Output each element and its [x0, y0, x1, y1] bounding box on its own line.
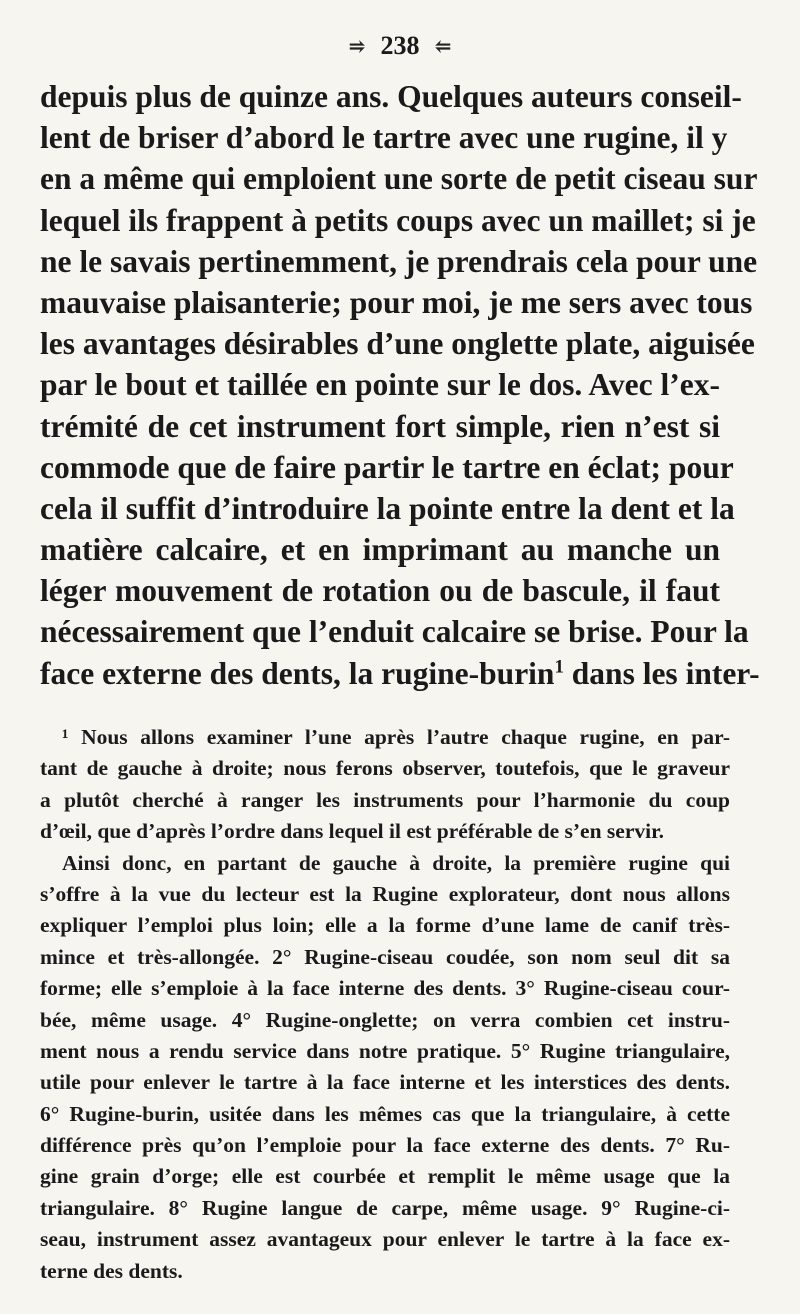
footnote-line: ¹ Nous allons examiner l’une après l’autre chaque rugine, en par- [62, 725, 730, 749]
footnote-line: forme; elle s’emploie à la face interne des dents. 3° Rugine-ciseau cour- [40, 976, 730, 1001]
footnote [40, 722, 730, 1287]
footnote-line: 6° Rugine-burin, usitée dans les mêmes cas que la triangulaire, à cette [40, 1101, 730, 1126]
footnote-line: ment nous a rendu service dans notre pratique. 5° Rugine triangulaire, [40, 1038, 730, 1063]
text-line: lequel ils frappent à petits coups avec un maillet; si je [40, 202, 756, 238]
left-ornament-icon: ⥤ [348, 34, 366, 58]
text-line: lent de briser d’abord le tartre avec une rugine, il y [40, 120, 728, 156]
text-line: depuis plus de quinze ans. Quelques auteurs conseil- [40, 79, 742, 114]
footnote-reference[interactable]: 1 [554, 656, 564, 678]
text-line: ne le savais pertinemment, je prendrais cela pour une [40, 243, 758, 279]
main-text [40, 76, 760, 694]
footnote-line: différence près qu’on l’emploie pour la face externe des dents. 7° Ru- [40, 1133, 730, 1158]
footnote-line: gine grain d’orge; elle est courbée et remplit le même usage que la [40, 1164, 730, 1189]
footnote-line: a plutôt cherché à ranger les instruments pour l’harmonie du coup [40, 787, 730, 812]
footnote-line: triangulaire. 8° Rugine langue de carpe, même usage. 9° Rugine-ci- [40, 1195, 730, 1220]
text-line: cela il suffit d’introduire la pointe entre la dent et la [40, 490, 735, 526]
right-ornament-icon: ⥢ [434, 34, 452, 58]
text-line-with-footnote-ref [40, 653, 760, 694]
footnote-line: Ainsi donc, en partant de gauche à droite, la première rugine qui [62, 850, 730, 875]
text-line: les avantages désirables d’une onglette plate, aiguisée [40, 326, 755, 362]
footnote-line: utile pour enlever le tartre à la face interne et les interstices des dents. [40, 1070, 730, 1095]
footnote-line: tant de gauche à droite; nous ferons observer, toutefois, que le graveur [40, 756, 730, 781]
text-line: commode que de faire partir le tartre en éclat; pour [40, 449, 734, 485]
footnote-line: s’offre à la vue du lecteur est la Rugine explorateur, dont nous allons [40, 881, 730, 906]
text-line: mauvaise plaisanterie; pour moi, je me sers avec tous [40, 284, 753, 320]
text-line: par le bout et taillée en pointe sur le dos. Avec l’ex- [40, 367, 720, 403]
text-fragment: dans les inter- [563, 655, 760, 691]
footnote-line: seau, instrument assez avantageux pour enlever le tartre à la face ex- [40, 1227, 730, 1252]
footnote-line: mince et très-allongée. 2° Rugine-ciseau coudée, son nom seul dit sa [40, 944, 730, 969]
text-line: matière calcaire, et en imprimant au manche un [40, 532, 720, 568]
footnote-line: d’œil, que d’après l’ordre dans lequel il est préférable de s’en servir. [40, 819, 665, 844]
text-line: léger mouvement de rotation ou de bascule, il faut [40, 573, 720, 609]
text-line: en a même qui emploient une sorte de petit ciseau sur [40, 161, 758, 197]
text-fragment: face externe des dents, la rugine-burin [40, 655, 555, 691]
text-line: nécessairement que l’enduit calcaire se brise. Pour la [40, 614, 749, 650]
page-number: 238 [380, 31, 420, 60]
footnote-line: expliquer l’emploi plus loin; elle a la forme d’une lame de canif très- [40, 913, 730, 938]
footnote-line: terne des dents. [40, 1258, 183, 1283]
footnote-line: bée, même usage. 4° Rugine-onglette; on verra combien cet instru- [40, 1007, 730, 1032]
text-line: trémité de cet instrument fort simple, rien n’est si [40, 408, 720, 444]
page-header [0, 28, 800, 63]
